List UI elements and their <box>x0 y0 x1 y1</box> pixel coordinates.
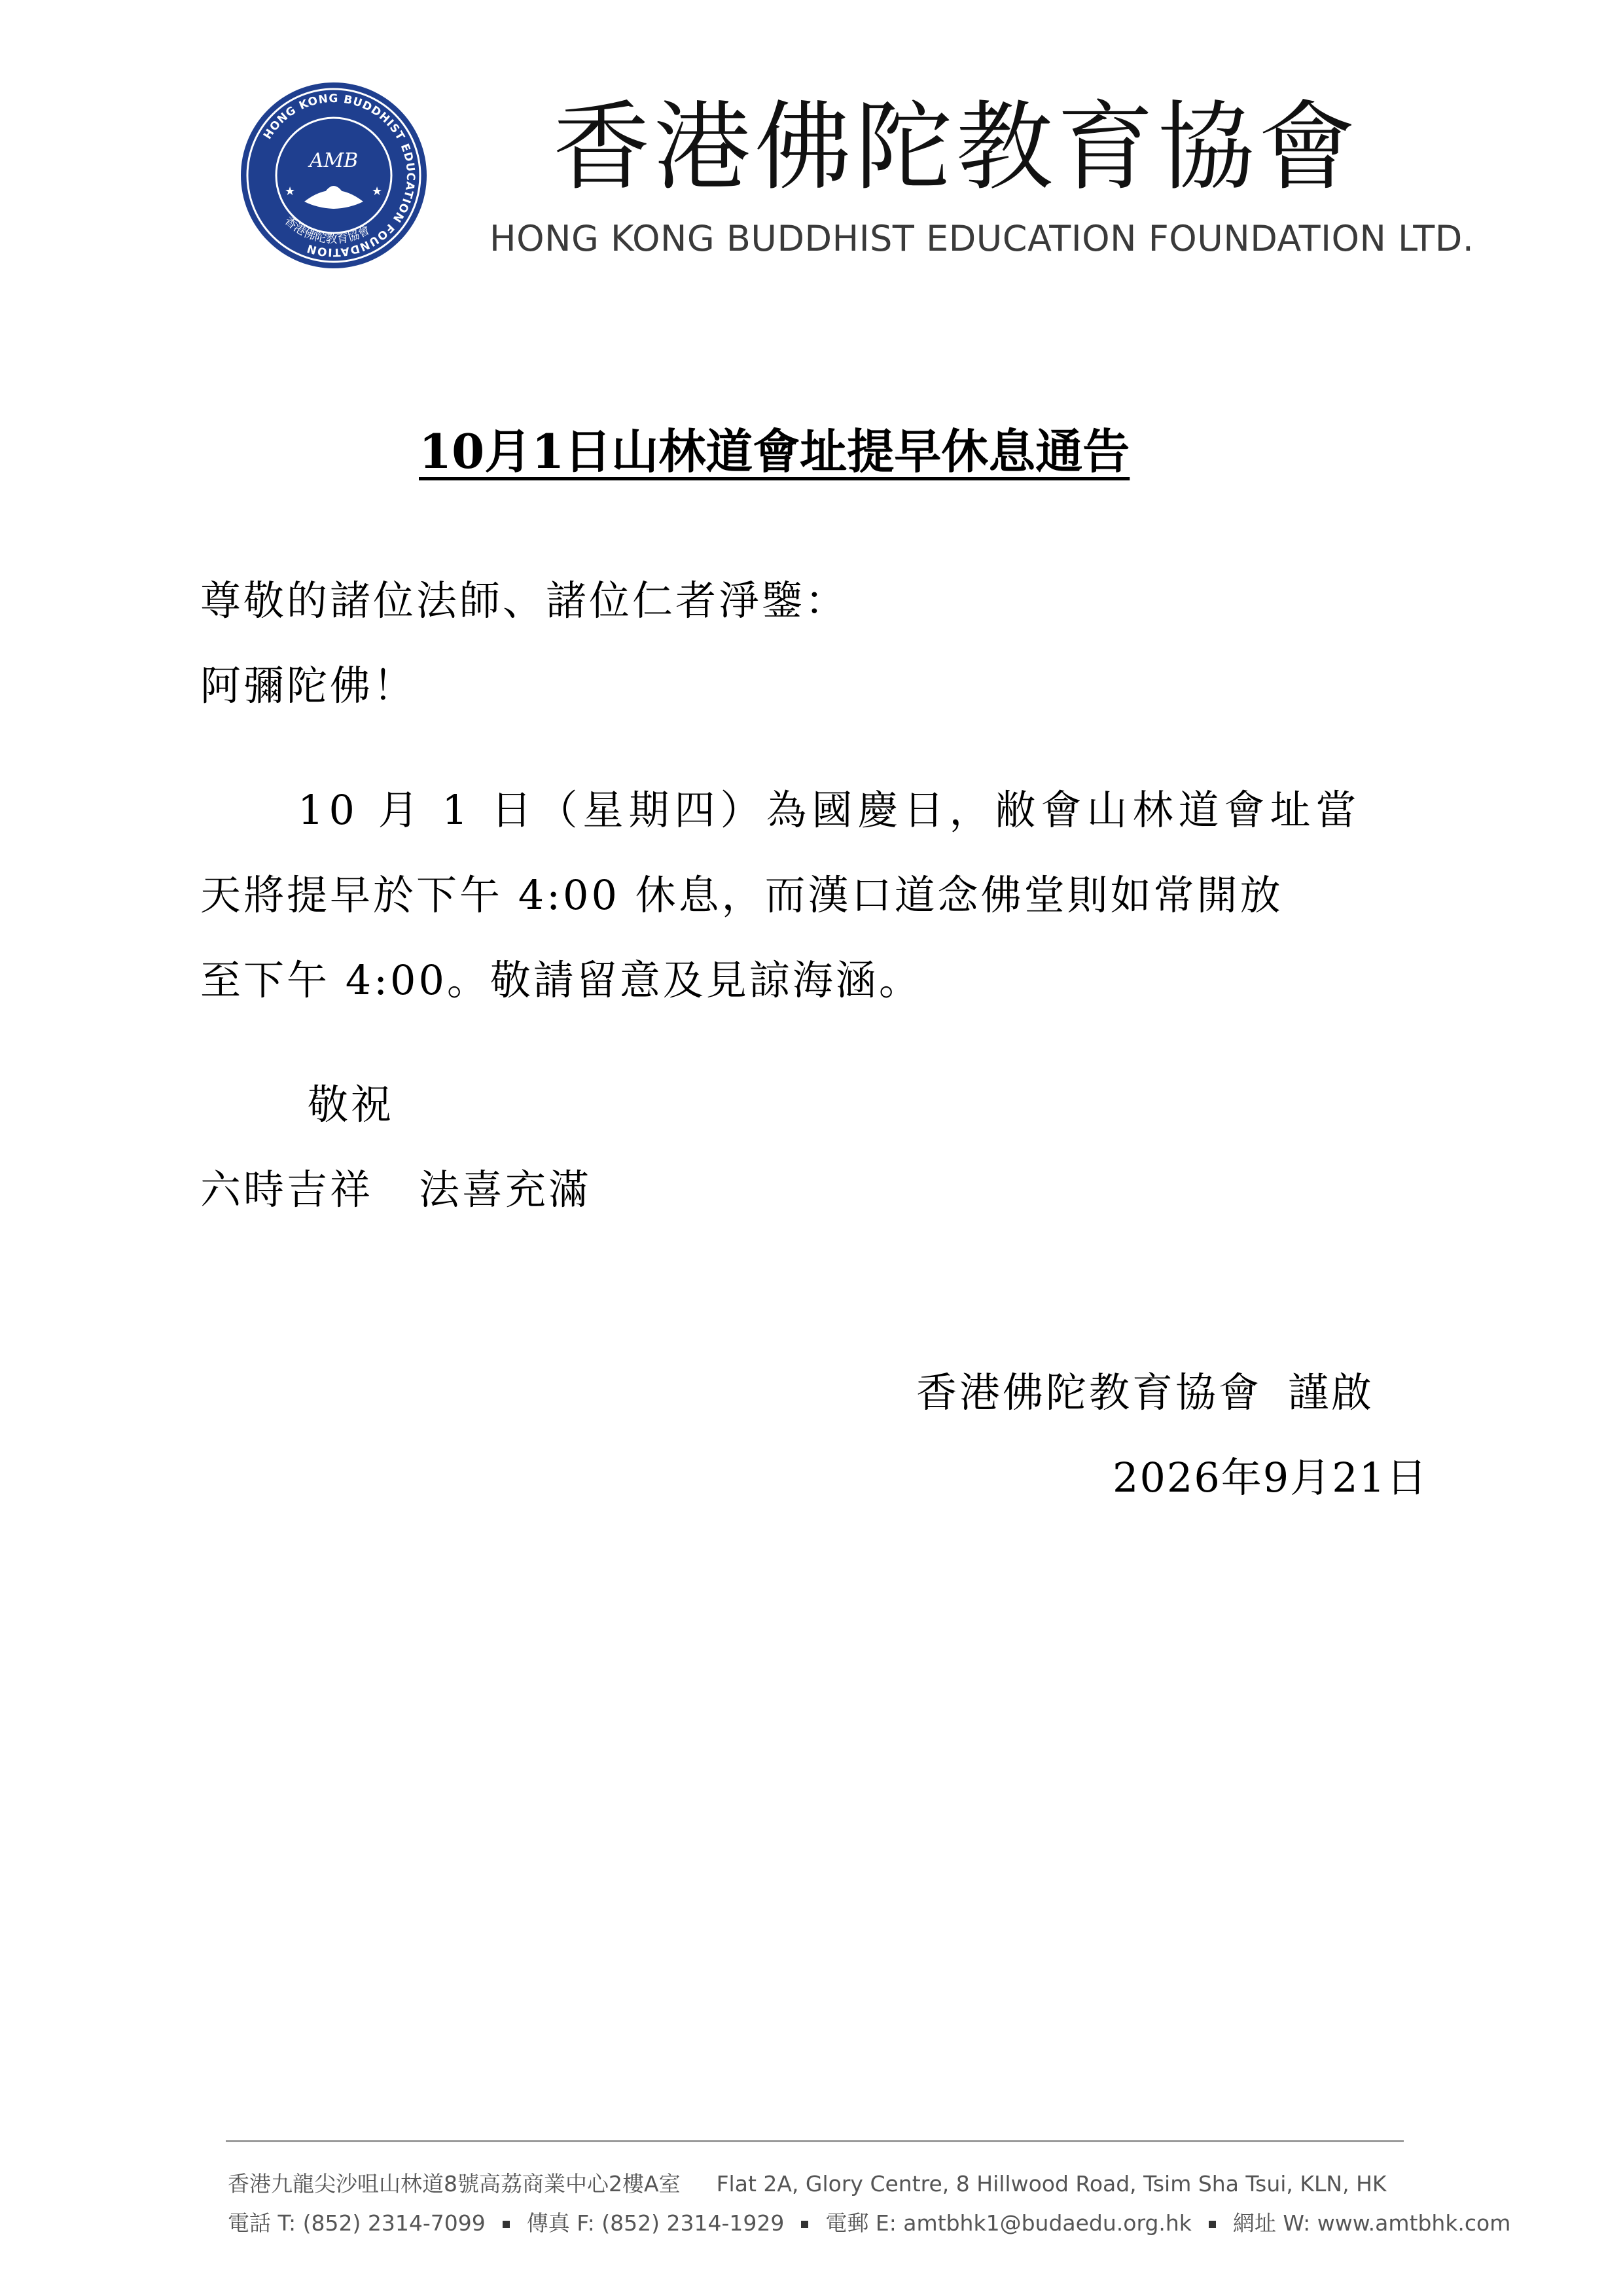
footer-address <box>228 2166 1406 2202</box>
body-line-3: 至下午 4:00。敬請留意及見諒海涵。 <box>200 956 922 1004</box>
notice-title: 10月1日山林道會址提早休息通告 <box>419 423 1130 479</box>
logo-ring-text: HONG KONG BUDDHIST EDUCATION FOUNDATION <box>261 92 418 259</box>
foundation-logo-seal <box>239 81 429 270</box>
address-chinese: 香港九龍尖沙咀山林道8號高荔商業中心2樓A室 <box>228 2171 681 2197</box>
website-url: 網址 W: www.amtbhk.com <box>1232 2210 1511 2236</box>
footer-divider <box>226 2140 1404 2142</box>
greeting: 阿彌陀佛！ <box>200 662 417 709</box>
regards: 敬祝 <box>308 1081 395 1128</box>
email-address: 電郵 E: amtbhk1@budaedu.org.hk <box>825 2210 1192 2236</box>
phone-number: 電話 T: (852) 2314-7099 <box>228 2210 486 2236</box>
address-english: Flat 2A, Glory Centre, 8 Hillwood Road, Tsim Sha Tsui, KLN, HK <box>716 2171 1387 2197</box>
sign-verb: 謹啟 <box>1288 1369 1375 1416</box>
closing-wish <box>200 1158 592 1221</box>
logo-center-text: AMB <box>309 149 359 172</box>
bullet-icon <box>503 2221 510 2228</box>
footer-contacts <box>228 2206 1511 2241</box>
body-line-1: 10 月 1 日（星期四）為國慶日，敝會山林道會址當 <box>298 786 1362 834</box>
signer-name: 香港佛陀教育協會 <box>916 1369 1262 1416</box>
bullet-icon <box>801 2221 808 2228</box>
wish-part-1: 六時吉祥 <box>200 1166 374 1213</box>
fax-number: 傳真 F: (852) 2314-1929 <box>526 2210 785 2236</box>
bullet-icon <box>1209 2221 1216 2228</box>
wish-part-2: 法喜充滿 <box>419 1166 592 1213</box>
logo-bottom-text: 香港佛陀教育協會 <box>281 213 372 247</box>
org-name-chinese: 香港佛陀教育協會 <box>553 91 1359 204</box>
star-icon-right: ★ <box>372 185 383 198</box>
notice-date: 2026年9月21日 <box>1113 1454 1429 1501</box>
star-icon-left: ★ <box>285 185 296 198</box>
body-line-2: 天將提早於下午 4:00 休息，而漢口道念佛堂則如常開放 <box>200 871 1283 919</box>
salutation: 尊敬的諸位法師、諸位仁者淨鑒： <box>200 577 849 624</box>
org-name-english: HONG KONG BUDDHIST EDUCATION FOUNDATION LTD. <box>490 218 1474 259</box>
signature <box>916 1361 1374 1424</box>
